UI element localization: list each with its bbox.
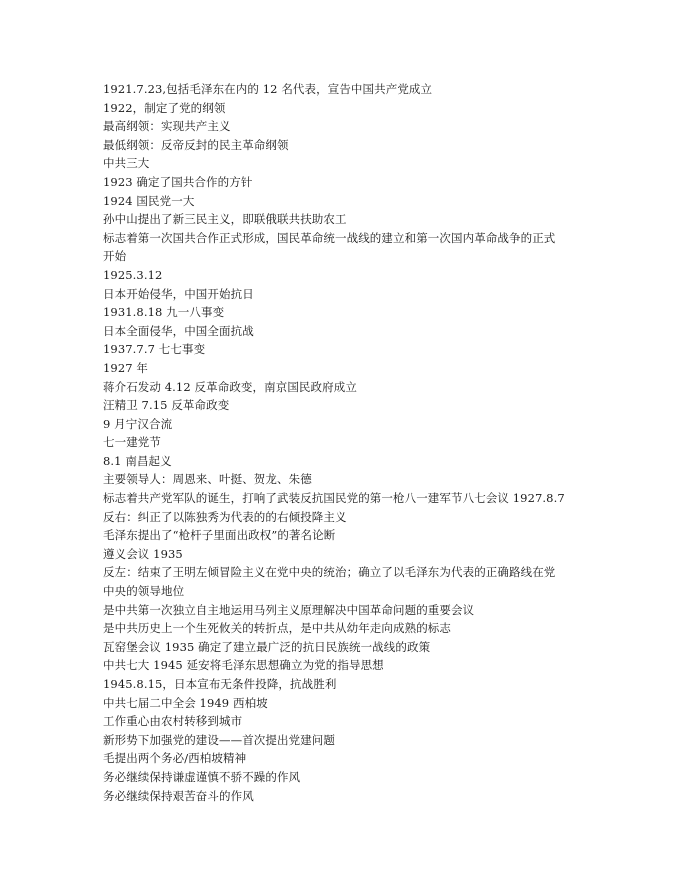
text-line: 1923 确定了国共合作的方针 (103, 174, 253, 189)
text-line: 中央的领导地位 (103, 584, 185, 599)
text-line: 标志着共产党军队的诞生，打响了武装反抗国民党的第一枪八一建军节八七会议 1927.8.7 (103, 491, 565, 506)
text-line: 最低纲领：反帝反封的民主革命纲领 (103, 137, 289, 152)
text-line: 是中共历史上一个生死攸关的转折点，是中共从幼年走向成熟的标志 (103, 621, 451, 636)
text-line: 标志着第一次国共合作正式形成，国民革命统一战线的建立和第一次国内革命战争的正式 (103, 230, 556, 245)
text-line: 9 月宁汉合流 (103, 416, 173, 431)
text-line: 最高纲领：实现共产主义 (103, 119, 231, 134)
text-line: 1924 国民党一大 (103, 193, 195, 208)
text-line: 孙中山提出了新三民主义，即联俄联共扶助农工 (103, 212, 347, 227)
text-line: 瓦窑堡会议 1935 确定了建立最广泛的抗日民族统一战线的政策 (103, 639, 431, 654)
text-line: 新形势下加强党的建设——首次提出党建问题 (103, 732, 335, 747)
text-line: 汪精卫 7.15 反革命政变 (103, 398, 230, 413)
text-line: 主要领导人：周恩来、叶挺、贺龙、朱德 (103, 472, 312, 487)
text-line: 蒋介石发动 4.12 反革命政变，南京国民政府成立 (103, 379, 357, 394)
text-line: 中共七大 1945 延安将毛泽东思想确立为党的指导思想 (103, 658, 384, 673)
text-line: 日本开始侵华，中国开始抗日 (103, 286, 254, 301)
text-line: 毛提出两个务必/西柏坡精神 (103, 751, 247, 766)
text-line: 反左：结束了王明左倾冒险主义在党中央的统治；确立了以毛泽东为代表的正确路线在党 (103, 565, 556, 580)
text-line: 1931.8.18 九一八事变 (103, 305, 225, 320)
text-line: 1927 年 (103, 360, 149, 375)
text-line: 务必继续保持谦虚谨慎不骄不躁的作风 (103, 769, 301, 784)
text-line: 中共三大 (103, 156, 150, 171)
text-line: 遵义会议 1935 (103, 546, 183, 561)
text-line: 开始 (103, 249, 127, 264)
text-line: 1921.7.23,包括毛泽东在内的 12 名代表，宣告中国共产党成立 (103, 82, 433, 96)
text-line: 1922，制定了党的纲领 (103, 100, 226, 115)
text-line: 1937.7.7 七七事变 (103, 342, 206, 357)
text-line: 七一建党节 (103, 435, 161, 450)
text-line: 反右：纠正了以陈独秀为代表的的右倾投降主义 (103, 509, 347, 524)
text-line: 毛泽东提出了“枪杆子里面出政权”的著名论断 (103, 528, 336, 543)
text-line: 中共七届二中全会 1949 西柏坡 (103, 695, 268, 710)
text-line: 工作重心由农村转移到城市 (103, 714, 243, 729)
text-line: 1945.8.15，日本宣布无条件投降，抗战胜利 (103, 677, 337, 691)
text-line: 务必继续保持艰苦奋斗的作风 (103, 788, 254, 803)
text-line: 是中共第一次独立自主地运用马列主义原理解决中国革命问题的重要会议 (103, 602, 475, 617)
document-body (103, 80, 593, 805)
text-line: 8.1 南昌起义 (103, 453, 172, 468)
text-line: 日本全面侵华，中国全面抗战 (103, 323, 254, 338)
text-line: 1925.3.12 (103, 267, 163, 282)
